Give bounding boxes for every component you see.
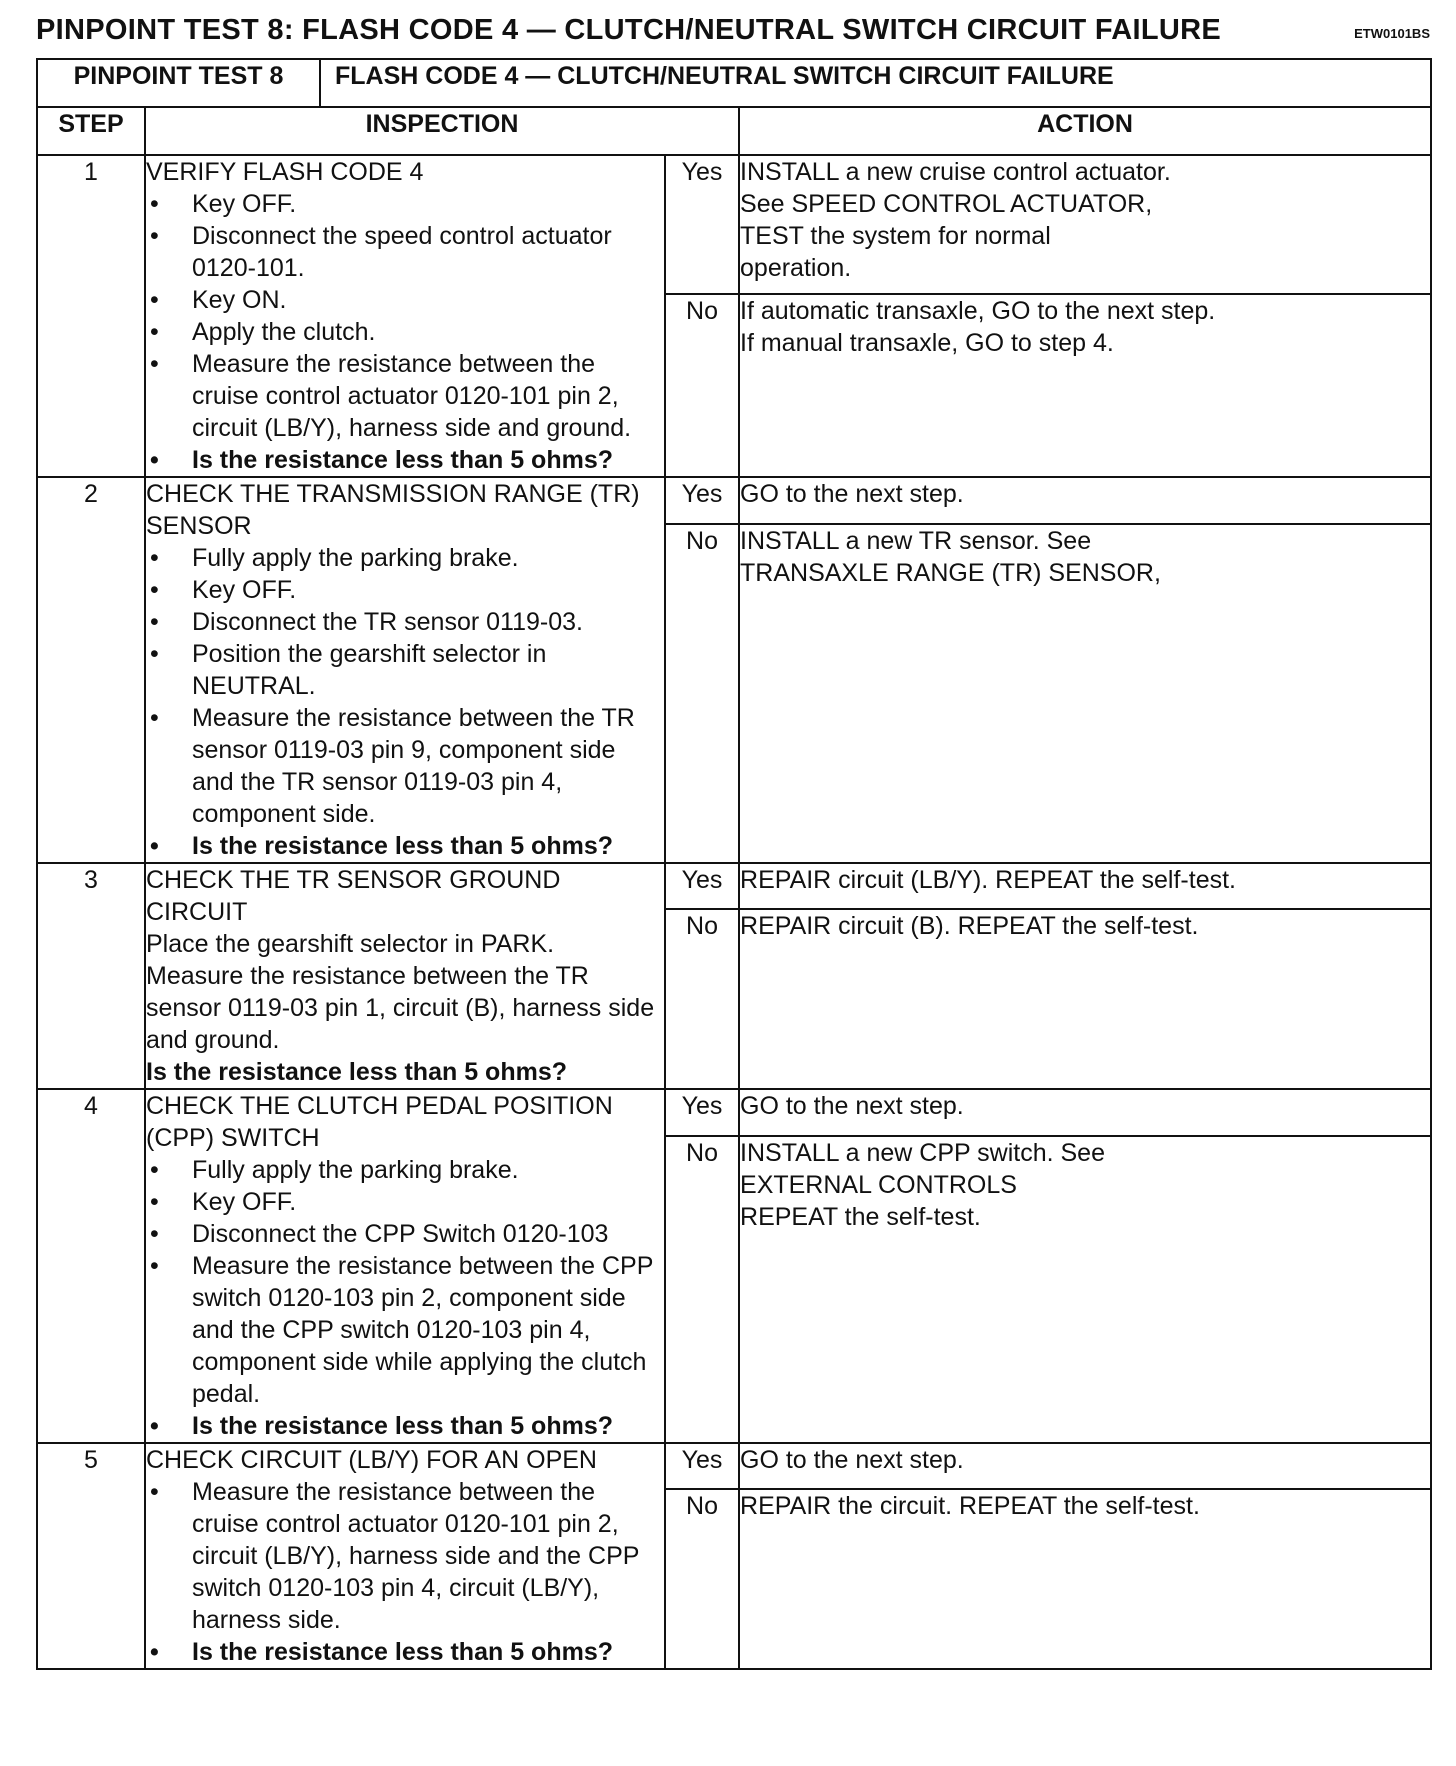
yes-action [739, 1443, 1431, 1489]
inspection-question: • Is the resistance less than 5 ohms? [146, 1410, 664, 1442]
action-line: REPAIR circuit (B). REPEAT the self-test. [740, 911, 1199, 940]
yes-action [739, 477, 1431, 524]
inspection-item: • Disconnect the CPP Switch 0120-103 [146, 1218, 664, 1250]
action-line: GO to the next step. [740, 480, 964, 508]
inspection-title: VERIFY FLASH CODE 4 [146, 158, 424, 186]
inspection-list [146, 542, 664, 862]
action-line: REPAIR circuit (LB/Y). REPEAT the self-test. [740, 866, 1236, 894]
action-line: operation. [740, 254, 852, 282]
action-line: If manual transaxle, GO to step 4. [740, 328, 1114, 357]
pinpoint-test-table [36, 58, 1432, 1670]
inspection-question: • Is the resistance less than 5 ohms? [146, 1636, 664, 1668]
yes-label: Yes [665, 863, 739, 909]
inspection-item: • Key OFF. [146, 1186, 664, 1218]
action-line: If automatic transaxle, GO to the next step. [740, 296, 1216, 325]
inspection-question: Is the resistance less than 5 ohms? [146, 1058, 567, 1086]
step-number: 2 [37, 477, 145, 863]
inspection-item: • Key OFF. [146, 574, 664, 606]
no-label: No [665, 909, 739, 1089]
document-heading [36, 14, 1436, 54]
yes-label: Yes [665, 155, 739, 294]
step-column-header: STEP [37, 107, 145, 155]
test-label: PINPOINT TEST 8 [37, 59, 320, 107]
action-line: GO to the next step. [740, 1092, 964, 1120]
inspection-question: • Is the resistance less than 5 ohms? [146, 830, 664, 862]
inspection-cell [145, 477, 665, 863]
inspection-item: • Measure the resistance between the CPP switch 0120-103 pin 2, component side and the CPP switch 0120-103 pin 4, component side while applying the clutch pedal. [146, 1250, 664, 1410]
yes-label: Yes [665, 477, 739, 524]
inspection-item: • Apply the clutch. [146, 316, 664, 348]
yes-action [739, 863, 1431, 909]
inspection-item: • Position the gearshift selector in NEUTRAL. [146, 638, 664, 702]
action-line: TRANSAXLE RANGE (TR) SENSOR, [740, 559, 1161, 588]
action-line: INSTALL a new CPP switch. See [740, 1138, 1105, 1167]
inspection-item: • Measure the resistance between the cruise control actuator 0120-101 pin 2, circuit (LB/Y), harness side and ground. [146, 348, 664, 444]
table-header-row [37, 107, 1431, 155]
inspection-title: CHECK THE TRANSMISSION RANGE (TR) SENSOR [146, 480, 640, 540]
inspection-list [146, 1154, 664, 1442]
inspection-item: • Fully apply the parking brake. [146, 542, 664, 574]
yes-action [739, 1089, 1431, 1136]
table-row [37, 477, 1431, 524]
no-label: No [665, 294, 739, 477]
yes-action [739, 155, 1431, 294]
action-line: GO to the next step. [740, 1446, 964, 1474]
no-action [739, 294, 1431, 477]
action-line: TEST the system for normal [740, 222, 1051, 250]
inspection-column-header: INSPECTION [145, 107, 739, 155]
inspection-item: • Disconnect the speed control actuator 0120-101. [146, 220, 664, 284]
no-action [739, 1136, 1431, 1443]
inspection-title: CHECK THE CLUTCH PEDAL POSITION (CPP) SWITCH [146, 1092, 613, 1152]
inspection-item: • Key OFF. [146, 188, 664, 220]
no-label: No [665, 1489, 739, 1669]
inspection-item: • Disconnect the TR sensor 0119-03. [146, 606, 664, 638]
table-row [37, 1443, 1431, 1489]
inspection-item: • Measure the resistance between the TR sensor 0119-03 pin 9, component side and the TR sensor 0119-03 pin 4, component side. [146, 702, 664, 830]
action-line: REPAIR the circuit. REPEAT the self-test. [740, 1492, 1200, 1521]
inspection-item: • Key ON. [146, 284, 664, 316]
table-row [37, 1089, 1431, 1136]
step-number: 4 [37, 1089, 145, 1443]
table-row [37, 155, 1431, 294]
yes-label: Yes [665, 1089, 739, 1136]
inspection-line: Measure the resistance between the TR sensor 0119-03 pin 1, circuit (B), harness side and ground. [146, 962, 655, 1054]
action-column-header: ACTION [739, 107, 1431, 155]
inspection-line: Place the gearshift selector in PARK. [146, 930, 555, 958]
no-action [739, 524, 1431, 863]
inspection-list [146, 188, 664, 476]
inspection-cell [145, 155, 665, 477]
inspection-cell [145, 1443, 665, 1669]
inspection-cell [145, 863, 665, 1089]
inspection-title: CHECK CIRCUIT (LB/Y) FOR AN OPEN [146, 1446, 597, 1474]
yes-label: Yes [665, 1443, 739, 1489]
step-number: 3 [37, 863, 145, 1089]
no-label: No [665, 524, 739, 863]
action-line: INSTALL a new cruise control actuator. [740, 158, 1171, 186]
inspection-cell [145, 1089, 665, 1443]
table-row [37, 863, 1431, 909]
inspection-list [146, 1476, 664, 1668]
no-action [739, 1489, 1431, 1669]
action-line: See SPEED CONTROL ACTUATOR, [740, 190, 1153, 218]
test-title: FLASH CODE 4 — CLUTCH/NEUTRAL SWITCH CIRCUIT FAILURE [320, 59, 1431, 107]
no-action [739, 909, 1431, 1089]
action-line: INSTALL a new TR sensor. See [740, 527, 1092, 556]
inspection-item: • Fully apply the parking brake. [146, 1154, 664, 1186]
no-label: No [665, 1136, 739, 1443]
inspection-question: • Is the resistance less than 5 ohms? [146, 444, 664, 476]
inspection-title: CHECK THE TR SENSOR GROUND CIRCUIT [146, 866, 561, 926]
step-number: 5 [37, 1443, 145, 1669]
action-line: EXTERNAL CONTROLS [740, 1170, 1017, 1199]
figure-code: ETW0101BS [1354, 26, 1430, 41]
action-line: REPEAT the self-test. [740, 1202, 981, 1231]
inspection-item: • Measure the resistance between the cruise control actuator 0120-101 pin 2, circuit (LB/Y), harness side and the CPP switch 0120-103 pin 4, circuit (LB/Y), harness side. [146, 1476, 664, 1636]
table-banner-row [37, 59, 1431, 107]
page-title: PINPOINT TEST 8: FLASH CODE 4 — CLUTCH/NEUTRAL SWITCH CIRCUIT FAILURE [36, 14, 1222, 46]
step-number: 1 [37, 155, 145, 477]
